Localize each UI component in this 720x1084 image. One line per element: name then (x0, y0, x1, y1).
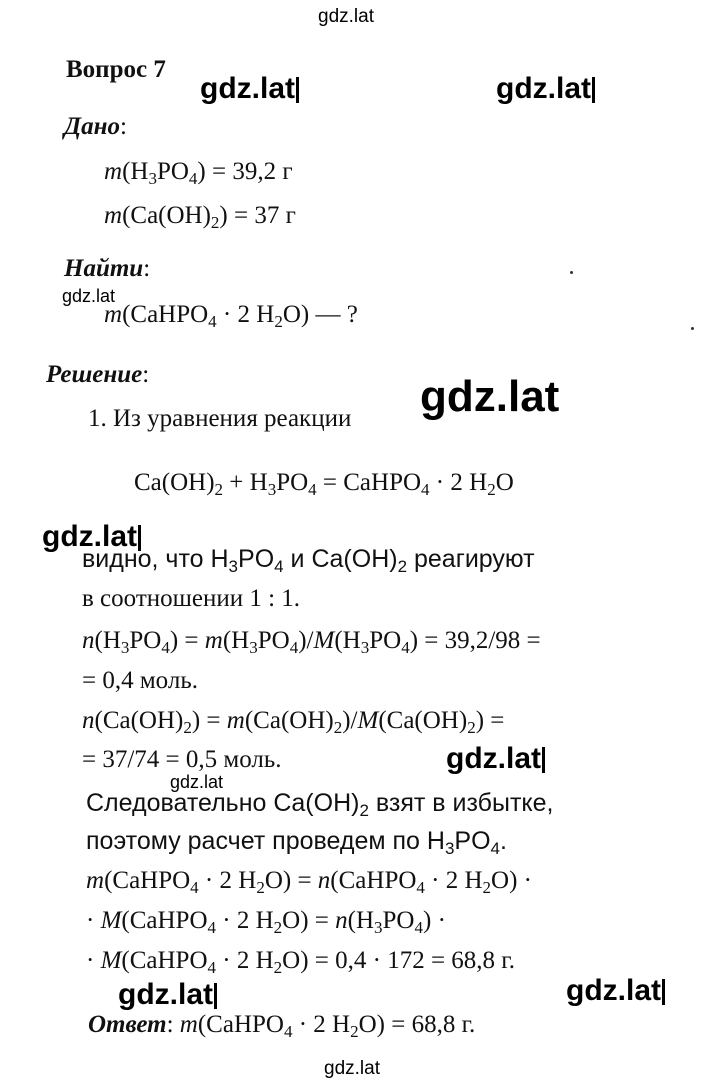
find-heading: Найти: (64, 255, 151, 282)
watermark-8: gdz.lat (118, 978, 217, 1012)
given-line-2: $m(Ca(OH)_2) = 37$ г (104, 202, 296, 232)
cursor-icon (592, 77, 595, 103)
n-h3po4-result: = 0,4 моль. (82, 667, 198, 694)
watermark-2: gdz.lat (496, 72, 595, 106)
mass-calc-line-2: · M(CaHPO$_4$ · 2 $H_2O) = n(H_3PO_4)$ · (86, 907, 446, 937)
find-line: m(CaHPO$_4$ · 2 $H_2O$) — ? (104, 301, 358, 331)
speck (570, 271, 573, 274)
watermark-top: gdz.lat (318, 6, 374, 27)
watermark-1: gdz.lat (200, 72, 299, 106)
given-heading: Дано: (64, 113, 127, 140)
excess-text: Следовательно $Ca(OH)_2$ взят в избытке, (86, 789, 554, 820)
watermark-5: gdz.lat (42, 520, 141, 554)
answer-line: Ответ: m(CaHPO$_4$ · 2 $H_2O) = 68,8$ г. (88, 1011, 476, 1041)
n-caoh2-result: = 37/74 = 0,5 моль. (82, 746, 282, 773)
n-caoh2-line: $n(Ca(OH)_2) = m(Ca(OH)_2)/M(Ca(OH)_2)$ = (82, 707, 505, 737)
watermark-4: gdz.lat (420, 372, 560, 421)
speck (691, 327, 694, 330)
cursor-icon (662, 979, 665, 1005)
watermark-bottom: gdz.lat (324, 1058, 380, 1079)
cursor-icon (214, 983, 217, 1009)
calc-by-text: поэтому расчет проведем по $H_3PO_4$. (86, 827, 507, 858)
question-title: Вопрос 7 (66, 56, 166, 83)
ratio-text-1: видно, что $H_3PO_4$ и $Ca(OH)_2$ реагируют (82, 545, 535, 576)
reaction-equation: $Ca(OH)_2 + H_3PO_4$ = CaHPO$_4$ · 2 $H_2O$ (134, 469, 514, 499)
watermark-7: gdz.lat (170, 772, 224, 792)
watermark-9: gdz.lat (566, 974, 665, 1008)
cursor-icon (542, 747, 545, 773)
solution-step-1: 1. Из уравнения реакции (88, 405, 352, 432)
mass-calc-line-3: · M(CaHPO$_4$ · 2 $H_2O) = 0,4 \cdot 172 = 68,8$ г. (86, 947, 515, 977)
watermark-6: gdz.lat (446, 742, 545, 776)
watermark-3: gdz.lat (62, 286, 116, 306)
ratio-text-2: в соотношении 1 : 1. (82, 585, 301, 612)
n-h3po4-line: $n(H_3PO_4) = m(H_3PO_4)/M(H_3PO_4) = 39,2/98$ = (82, 627, 541, 657)
mass-calc-line-1: m(CaHPO$_4$ · 2 $H_2O$) = n(CaHPO$_4$ · 2 $H_2O$) · (86, 867, 533, 897)
solution-heading: Решение: (46, 361, 150, 388)
cursor-icon (296, 77, 299, 103)
given-line-1: $m(H_3PO_4) = 39,2$ г (104, 158, 293, 188)
